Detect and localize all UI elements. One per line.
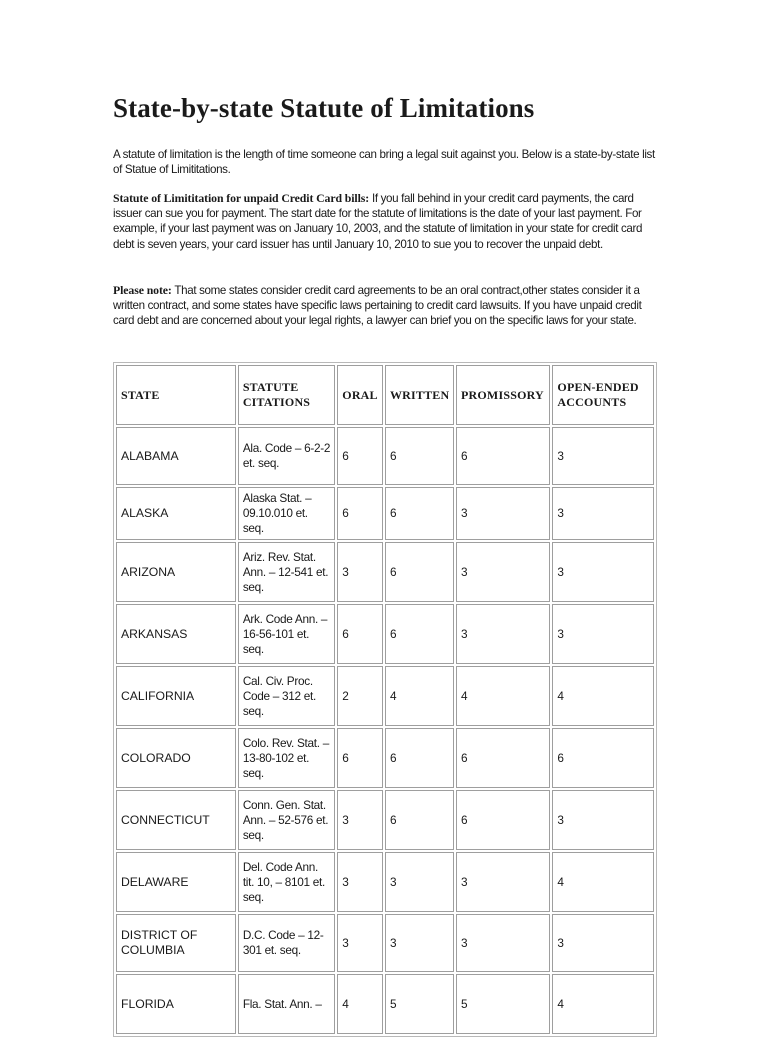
cell-citation: Ariz. Rev. Stat. Ann. – 12-541 et. seq. <box>238 542 335 602</box>
cell-state: DELAWARE <box>116 852 236 912</box>
cell-open-ended: 3 <box>552 542 654 602</box>
table-row <box>116 914 654 972</box>
table-row <box>116 604 654 664</box>
cell-promissory: 3 <box>456 487 550 540</box>
cell-open-ended: 4 <box>552 852 654 912</box>
header-oral: ORAL <box>337 365 383 425</box>
cell-state: CONNECTICUT <box>116 790 236 850</box>
header-statute-citations: STATUTE CITATIONS <box>238 365 335 425</box>
statute-table-container <box>113 362 657 1011</box>
cell-state: FLORIDA <box>116 974 236 1034</box>
cell-oral: 4 <box>337 974 383 1034</box>
cell-written: 6 <box>385 604 454 664</box>
cell-oral: 6 <box>337 604 383 664</box>
cell-oral: 6 <box>337 427 383 485</box>
page-title: State-by-state Statute of Limitations <box>113 93 535 123</box>
cell-citation: Colo. Rev. Stat. – 13-80-102 et. seq. <box>238 728 335 788</box>
cell-written: 6 <box>385 790 454 850</box>
cell-open-ended: 6 <box>552 728 654 788</box>
cell-open-ended: 3 <box>552 427 654 485</box>
cell-oral: 6 <box>337 728 383 788</box>
cell-open-ended: 3 <box>552 604 654 664</box>
please-note-paragraph <box>113 283 655 329</box>
cell-promissory: 3 <box>456 914 550 972</box>
cell-promissory: 3 <box>456 604 550 664</box>
header-promissory: PROMISSORY <box>456 365 550 425</box>
cell-citation: Cal. Civ. Proc. Code – 312 et. seq. <box>238 666 335 726</box>
cell-oral: 3 <box>337 542 383 602</box>
cell-promissory: 6 <box>456 790 550 850</box>
header-written: WRITTEN <box>385 365 454 425</box>
cell-citation: Conn. Gen. Stat. Ann. – 52-576 et. seq. <box>238 790 335 850</box>
cell-promissory: 6 <box>456 728 550 788</box>
table-row <box>116 427 654 485</box>
cell-oral: 2 <box>337 666 383 726</box>
table-row <box>116 487 654 540</box>
cell-citation: Ark. Code Ann. – 16-56-101 et. seq. <box>238 604 335 664</box>
cell-promissory: 6 <box>456 427 550 485</box>
cell-oral: 6 <box>337 487 383 540</box>
table-row <box>116 974 654 1034</box>
cell-state: ARIZONA <box>116 542 236 602</box>
cell-written: 5 <box>385 974 454 1034</box>
credit-card-note-heading: Statute of Limititation for unpaid Credit Card bills: <box>113 191 370 205</box>
cell-promissory: 3 <box>456 852 550 912</box>
intro-paragraph: A statute of limitation is the length of time someone can bring a legal suit against you. Below is a state-by-state list of Statue of Limititations. <box>113 148 655 177</box>
cell-promissory: 4 <box>456 666 550 726</box>
cell-promissory: 3 <box>456 542 550 602</box>
table-row <box>116 790 654 850</box>
cell-oral: 3 <box>337 852 383 912</box>
cell-citation: Del. Code Ann. tit. 10, – 8101 et. seq. <box>238 852 335 912</box>
cell-written: 3 <box>385 914 454 972</box>
cell-written: 6 <box>385 542 454 602</box>
cell-state: DISTRICT OF COLUMBIA <box>116 914 236 972</box>
cell-open-ended: 4 <box>552 974 654 1034</box>
header-state: STATE <box>116 365 236 425</box>
cell-written: 3 <box>385 852 454 912</box>
table-row <box>116 666 654 726</box>
cell-oral: 3 <box>337 790 383 850</box>
cell-open-ended: 3 <box>552 790 654 850</box>
cell-open-ended: 4 <box>552 666 654 726</box>
please-note-heading: Please note: <box>113 283 172 297</box>
cell-state: COLORADO <box>116 728 236 788</box>
cell-citation: Alaska Stat. – 09.10.010 et. seq. <box>238 487 335 540</box>
cell-citation: Fla. Stat. Ann. – <box>238 974 335 1034</box>
header-open-ended-accounts: OPEN-ENDED ACCOUNTS <box>552 365 654 425</box>
cell-state: ARKANSAS <box>116 604 236 664</box>
cell-written: 6 <box>385 487 454 540</box>
cell-open-ended: 3 <box>552 914 654 972</box>
table-row <box>116 728 654 788</box>
cell-open-ended: 3 <box>552 487 654 540</box>
table-header-row <box>116 365 654 425</box>
credit-card-note-paragraph <box>113 191 655 252</box>
cell-written: 4 <box>385 666 454 726</box>
cell-citation: Ala. Code – 6-2-2 et. seq. <box>238 427 335 485</box>
table-row <box>116 852 654 912</box>
cell-state: ALABAMA <box>116 427 236 485</box>
credit-card-note-text: If you fall behind in your credit card payments, the card issuer can sue you for payment. The start date for the statute of limitations is the date of your last payment. For example, if your last payment was on January 10, 2003, and the statute of limitation in your state for credit card debt is seven years, your card issuer has until January 10, 2010 to sue you to recover the unpaid debt. <box>113 192 643 251</box>
cell-state: CALIFORNIA <box>116 666 236 726</box>
cell-written: 6 <box>385 427 454 485</box>
cell-oral: 3 <box>337 914 383 972</box>
cell-written: 6 <box>385 728 454 788</box>
please-note-text: That some states consider credit card agreements to be an oral contract,other states consider it a written contract, and some states have specific laws pertaining to credit card lawsuits. If you have unpaid credit card debt and are concerned about your legal rights, a lawyer can brief you on the specific laws for your state. <box>113 284 642 328</box>
cell-state: ALASKA <box>116 487 236 540</box>
table-row <box>116 542 654 602</box>
cell-promissory: 5 <box>456 974 550 1034</box>
statute-table <box>113 362 657 1037</box>
cell-citation: D.C. Code – 12-301 et. seq. <box>238 914 335 972</box>
